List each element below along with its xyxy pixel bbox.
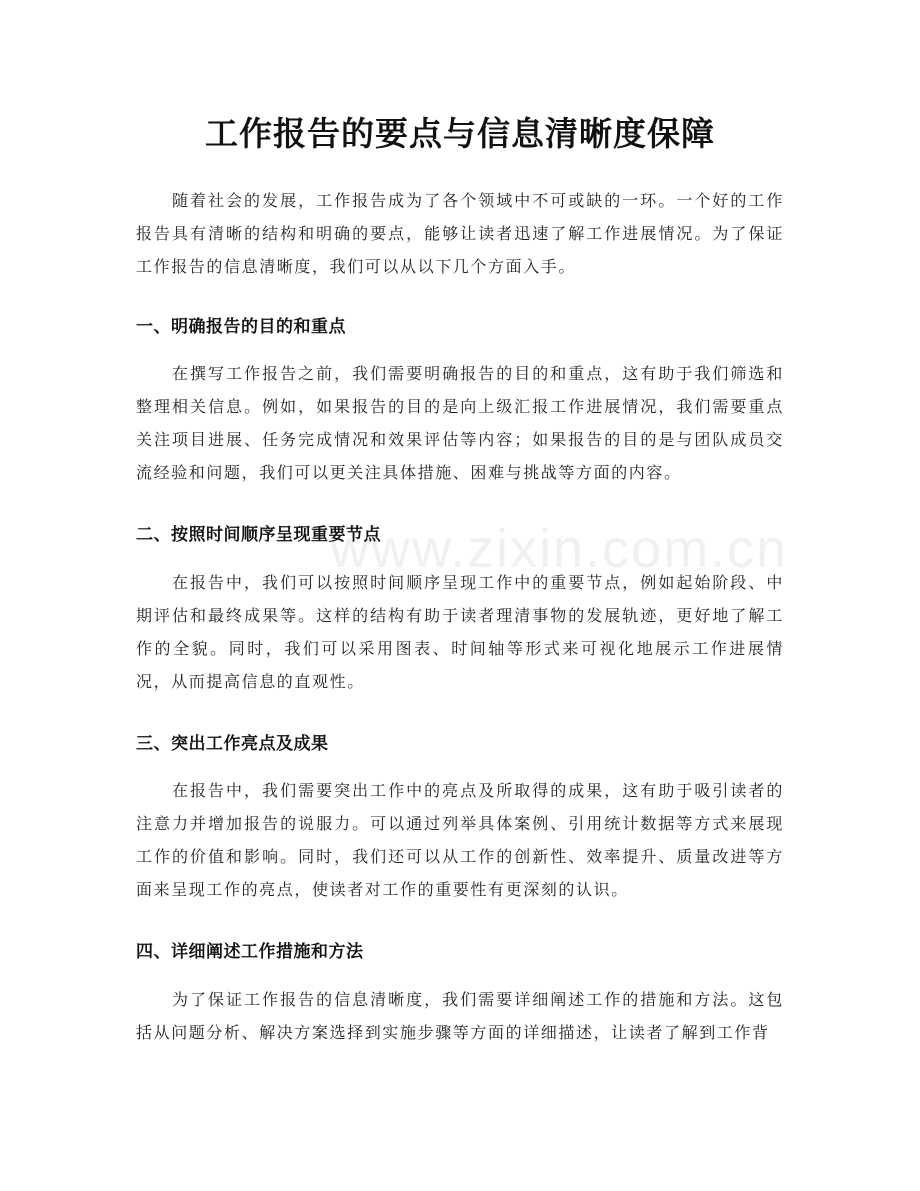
intro-paragraph: 随着社会的发展，工作报告成为了各个领域中不可或缺的一环。一个好的工作报告具有清晰的结构和明确的要点，能够让读者迅速了解工作进展情况。为了保证工作报告的信息清晰度，我们可以从以下几个方面入手。 xyxy=(136,191,784,276)
section-3-paragraph: 在报告中，我们需要突出工作中的亮点及所取得的成果，这有助于吸引读者的注意力并增加报告的说服力。可以通过列举具体案例、引用统计数据等方式来展现工作的价值和影响。同时，我们还可以从工作的创新性、效率提升、质量改进等方面来呈现工作的亮点，使读者对工作的重要性有更深刻的认识。 xyxy=(136,781,784,899)
watermark-text: www.zixin.com.cn xyxy=(330,519,789,579)
section-1-paragraph: 在撰写工作报告之前，我们需要明确报告的目的和重点，这有助于我们筛选和整理相关信息。例如，如果报告的目的是向上级汇报工作进展情况，我们需要重点关注项目进展、任务完成情况和效果评估等内容；如果报告的目的是与团队成员交流经验和问题，我们可以更关注具体措施、困难与挑战等方面的内容。 xyxy=(136,364,784,482)
section-3-heading: 三、突出工作亮点及成果 xyxy=(136,734,329,754)
section-2-heading: 二、按照时间顺序呈现重要节点 xyxy=(136,525,381,545)
section-2-paragraph: 在报告中，我们可以按照时间顺序呈现工作中的重要节点，例如起始阶段、中期评估和最终成果等。这样的结构有助于读者理清事物的发展轨迹，更好地了解工作的全貌。同时，我们可以采用图表、时间轴等形式来可视化地展示工作进展情况，从而提高信息的直观性。 xyxy=(136,573,784,691)
section-4-paragraph: 为了保证工作报告的信息清晰度，我们需要详细阐述工作的措施和方法。这包括从问题分析、解决方案选择到实施步骤等方面的详细描述，让读者了解到工作背 xyxy=(136,990,784,1042)
section-1-heading: 一、明确报告的目的和重点 xyxy=(136,317,346,337)
section-4-heading: 四、详细阐述工作措施和方法 xyxy=(136,942,364,962)
document-title: 工作报告的要点与信息清晰度保障 xyxy=(205,114,715,153)
